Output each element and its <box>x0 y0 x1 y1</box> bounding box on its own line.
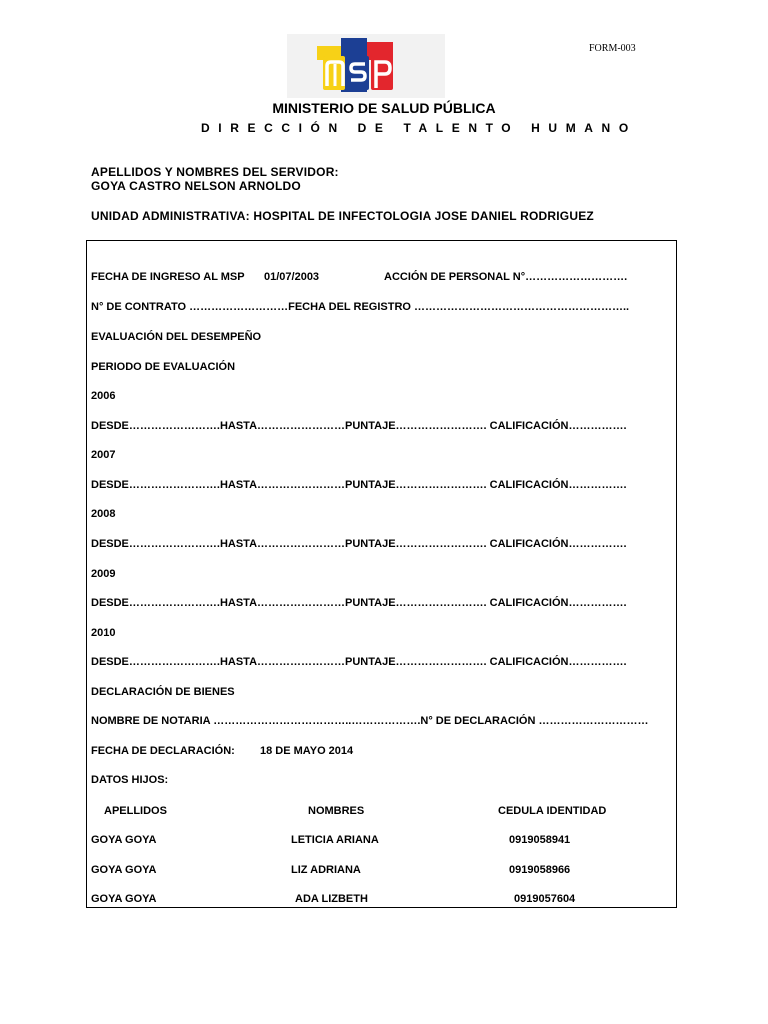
contrato-line: N° DE CONTRATO ………………………FECHA DEL REGISTRO ………………………………………………….. <box>91 301 630 313</box>
hijo-cedula: 0919057604 <box>514 893 576 905</box>
evaluation-line: DESDE…………………….HASTA……………………PUNTAJE……………………. CALIFICACIÓN……………. <box>91 597 627 609</box>
notaria-line: NOMBRE DE NOTARIA ………………………………..……………….N° DE DECLARACIÓN ………………………… <box>91 715 649 727</box>
servidor-name: GOYA CASTRO NELSON ARNOLDO <box>91 179 301 193</box>
fecha-ingreso-value: 01/07/2003 <box>264 271 320 283</box>
hijo-apellidos: GOYA GOYA <box>91 834 157 846</box>
accion-personal: ACCIÓN DE PERSONAL N°………………………. <box>384 271 628 283</box>
year-label: 2010 <box>91 627 116 639</box>
year-label: 2009 <box>91 568 116 580</box>
fecha-ingreso-label: FECHA DE INGRESO AL MSP <box>91 271 245 283</box>
hijo-apellidos: GOYA GOYA <box>91 864 157 876</box>
msp-logo <box>287 34 445 98</box>
declaracion-heading: DECLARACIÓN DE BIENES <box>91 686 235 698</box>
direccion-title: DIRECCIÓN DE TALENTO HUMANO <box>201 121 637 135</box>
col-header-cedula: CEDULA IDENTIDAD <box>498 805 607 817</box>
evaluation-line: DESDE…………………….HASTA……………………PUNTAJE……………………. CALIFICACIÓN……………. <box>91 656 627 668</box>
periodo-heading: PERIODO DE EVALUACIÓN <box>91 361 236 373</box>
hijo-nombres: LETICIA ARIANA <box>291 834 379 846</box>
hijo-nombres: ADA LIZBETH <box>295 893 368 905</box>
servidor-label: APELLIDOS Y NOMBRES DEL SERVIDOR: <box>91 165 339 179</box>
datos-hijos-heading: DATOS HIJOS: <box>91 774 169 786</box>
hijo-nombres: LIZ ADRIANA <box>291 864 361 876</box>
fecha-declaracion-value: 18 DE MAYO 2014 <box>260 745 354 757</box>
col-header-nombres: NOMBRES <box>308 805 365 817</box>
hijo-cedula: 0919058966 <box>509 864 571 876</box>
hijo-apellidos: GOYA GOYA <box>91 893 157 905</box>
fecha-declaracion-label: FECHA DE DECLARACIÓN: <box>91 745 235 757</box>
evaluation-line: DESDE…………………….HASTA……………………PUNTAJE……………………. CALIFICACIÓN……………. <box>91 420 627 432</box>
unidad-administrativa: UNIDAD ADMINISTRATIVA: HOSPITAL DE INFECTOLOGIA JOSE DANIEL RODRIGUEZ <box>91 209 594 223</box>
evaluation-line: DESDE…………………….HASTA……………………PUNTAJE……………………. CALIFICACIÓN……………. <box>91 538 627 550</box>
ministry-title: MINISTERIO DE SALUD PÚBLICA <box>272 100 496 116</box>
year-label: 2008 <box>91 508 116 520</box>
form-code: FORM-003 <box>589 43 636 54</box>
evaluation-line: DESDE…………………….HASTA……………………PUNTAJE……………………. CALIFICACIÓN……………. <box>91 479 627 491</box>
evaluacion-heading: EVALUACIÓN DEL DESEMPEÑO <box>91 331 262 343</box>
col-header-apellidos: APELLIDOS <box>104 805 167 817</box>
year-label: 2007 <box>91 449 116 461</box>
hijo-cedula: 0919058941 <box>509 834 571 846</box>
year-label: 2006 <box>91 390 116 402</box>
